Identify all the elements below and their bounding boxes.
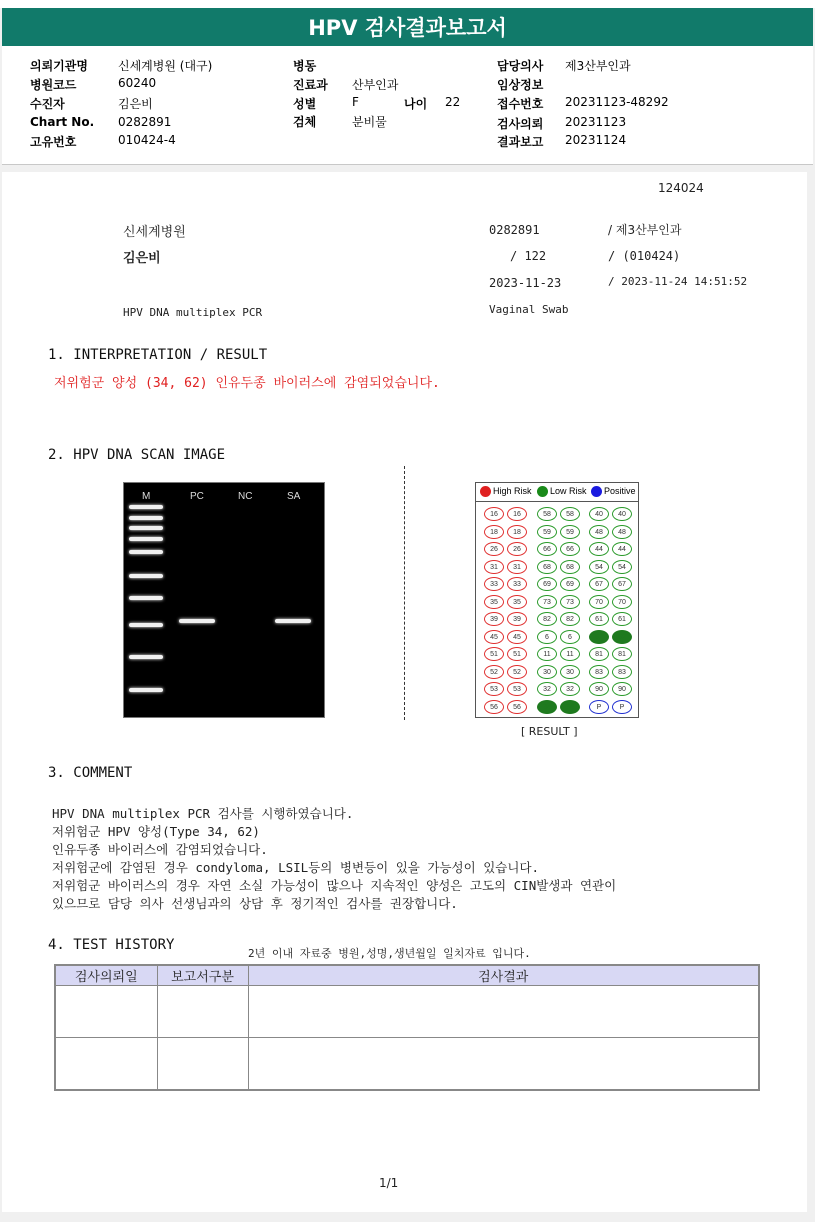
- hpv-type-cell: 45: [507, 630, 527, 644]
- legend-low-risk: Low Risk: [550, 486, 587, 496]
- section-history-heading: 4. TEST HISTORY: [48, 937, 175, 953]
- hpv-type-cell: 82: [560, 612, 580, 626]
- section-comment-heading: 3. COMMENT: [48, 765, 133, 781]
- hpv-type-positive-cell: 34: [537, 700, 557, 714]
- clinical-info-label: 임상정보: [497, 78, 544, 92]
- hpv-type-cell: 44: [612, 542, 632, 556]
- hpv-type-cell: 40: [612, 507, 632, 521]
- hpv-type-cell: 52: [484, 665, 504, 679]
- hpv-type-cell: 53: [484, 682, 504, 696]
- marker-band: [129, 526, 163, 530]
- pc-band: [179, 619, 215, 623]
- hpv-type-cell: 48: [589, 525, 609, 539]
- hpv-type-cell: 45: [484, 630, 504, 644]
- low-risk-dot-icon: [537, 486, 548, 497]
- examinee-value: 김은비: [118, 97, 153, 111]
- hpv-type-cell: 6: [537, 630, 557, 644]
- hpv-type-cell: 66: [560, 542, 580, 556]
- hpv-type-cell: 68: [537, 560, 557, 574]
- ward-label: 병동: [293, 59, 317, 73]
- hpv-type-cell: 51: [507, 647, 527, 661]
- hpv-type-cell: 26: [484, 542, 504, 556]
- hpv-type-cell: 54: [589, 560, 609, 574]
- hpv-type-cell: 31: [507, 560, 527, 574]
- comment-line: 있으므로 담당 의사 선생님과의 상담 후 정기적인 검사를 권장합니다.: [52, 896, 458, 911]
- hpv-type-cell: 73: [537, 595, 557, 609]
- hpv-type-cell: 53: [507, 682, 527, 696]
- report-header: [2, 46, 813, 165]
- column-header: 검사결과: [248, 965, 759, 986]
- marker-band: [129, 688, 163, 692]
- age-label: 나이: [404, 97, 428, 111]
- hpv-type-cell: 58: [560, 507, 580, 521]
- hpv-type-cell: P: [589, 700, 609, 714]
- hpv-type-panel: [475, 482, 639, 718]
- hpv-type-cell: 67: [612, 577, 632, 591]
- receipt-no-value: 20231123-48292: [565, 95, 669, 109]
- risk-legend: [476, 483, 638, 502]
- column-header: 검사의뢰일: [55, 965, 157, 986]
- hpv-type-cell: P: [612, 700, 632, 714]
- marker-band: [129, 516, 163, 520]
- hpv-type-cell: 66: [537, 542, 557, 556]
- table-cell: [55, 986, 157, 1038]
- hpv-type-cell: 83: [589, 665, 609, 679]
- hpv-type-positive-cell: 62: [612, 630, 632, 644]
- hpv-type-cell: 16: [484, 507, 504, 521]
- hpv-type-cell: 32: [560, 682, 580, 696]
- department-label: 진료과: [293, 78, 328, 92]
- table-cell: [55, 1038, 157, 1091]
- institution-label: 의뢰기관명: [30, 59, 88, 73]
- hpv-type-cell: 52: [507, 665, 527, 679]
- hpv-type-cell: 44: [589, 542, 609, 556]
- divider-line: [404, 466, 405, 720]
- history-note: 2년 이내 자료중 병원,성명,생년월일 일치자료 입니다.: [248, 947, 531, 960]
- hpv-type-cell: 40: [589, 507, 609, 521]
- marker-band: [129, 505, 163, 509]
- gel-lane-label: PC: [190, 491, 204, 502]
- gel-lane-label: NC: [238, 491, 253, 502]
- test-name: HPV DNA multiplex PCR: [123, 306, 263, 319]
- marker-band: [129, 537, 163, 541]
- hpv-type-positive-cell: 34: [560, 700, 580, 714]
- request-date: 2023-11-23: [489, 276, 562, 290]
- comment-block: [52, 805, 616, 913]
- marker-band: [129, 574, 163, 578]
- hpv-type-cell: 90: [589, 682, 609, 696]
- page-number: 1/1: [379, 1176, 399, 1190]
- hpv-type-cell: 70: [612, 595, 632, 609]
- top-strip: [0, 0, 815, 8]
- gel-lane-label: SA: [287, 491, 301, 502]
- hpv-type-cell: 26: [507, 542, 527, 556]
- sex-label: 성별: [293, 97, 317, 111]
- hospital-name: 신세계병원: [123, 225, 186, 240]
- comment-line: 저위험군 바이러스의 경우 자연 소실 가능성이 많으나 지속적인 양성은 고도의 CIN발생과 연관이: [52, 878, 617, 893]
- unique-no-label: 고유번호: [30, 135, 77, 149]
- hpv-type-cell: 70: [589, 595, 609, 609]
- chart-no-label: Chart No.: [30, 115, 95, 129]
- hpv-type-cell: 18: [484, 525, 504, 539]
- table-cell: [157, 1038, 248, 1091]
- hpv-type-cell: 18: [507, 525, 527, 539]
- gel-electrophoresis-image: [123, 482, 325, 718]
- hpv-type-cell: 35: [484, 595, 504, 609]
- legend-positive: Positive: [604, 486, 636, 496]
- sample-band: [275, 619, 311, 623]
- table-cell: [248, 1038, 759, 1091]
- report-date-value: 20231124: [565, 133, 627, 147]
- hpv-type-cell: 59: [560, 525, 580, 539]
- institution-value: 신세계병원 (대구): [118, 59, 213, 73]
- hpv-type-cell: 68: [560, 560, 580, 574]
- test-history-table: [54, 964, 760, 1091]
- legend-high-risk: High Risk: [493, 486, 532, 496]
- report-date-label: 결과보고: [497, 135, 544, 149]
- hpv-type-cell: 61: [589, 612, 609, 626]
- receipt-no-label: 접수번호: [497, 97, 544, 111]
- report-sheet: [2, 172, 807, 1212]
- unique-no-value: 010424-4: [118, 133, 176, 147]
- hpv-type-cell: 11: [560, 647, 580, 661]
- marker-band: [129, 550, 163, 554]
- hpv-type-cell: 11: [537, 647, 557, 661]
- section-scan-heading: 2. HPV DNA SCAN IMAGE: [48, 447, 226, 463]
- hpv-type-cell: 69: [560, 577, 580, 591]
- hpv-type-cell: 39: [507, 612, 527, 626]
- specimen-label: 검체: [293, 115, 317, 129]
- hpv-type-cell: 56: [507, 700, 527, 714]
- hpv-type-cell: 69: [537, 577, 557, 591]
- department-value: 산부인과: [352, 78, 399, 92]
- hospital-code-value: 60240: [118, 76, 157, 90]
- interpretation-result: 저위험군 양성 (34, 62) 인유두종 바이러스에 감염되었습니다.: [54, 376, 440, 391]
- hpv-type-positive-cell: 62: [589, 630, 609, 644]
- patient-name: 김은비: [123, 251, 161, 266]
- hospital-code-label: 병원코드: [30, 78, 77, 92]
- hpv-type-cell: 6: [560, 630, 580, 644]
- hpv-type-cell: 48: [612, 525, 632, 539]
- hpv-type-cell: 67: [589, 577, 609, 591]
- request-date-value: 20231123: [565, 115, 627, 129]
- report-datetime: / 2023-11-24 14:51:52: [608, 275, 748, 288]
- hpv-type-cell: 90: [612, 682, 632, 696]
- department: / 제3산부인과: [608, 223, 682, 237]
- hpv-type-cell: 16: [507, 507, 527, 521]
- hpv-type-cell: 30: [537, 665, 557, 679]
- high-risk-dot-icon: [480, 486, 491, 497]
- examinee-label: 수진자: [30, 97, 65, 111]
- comment-line: 저위험군에 감염된 경우 condyloma, LSIL등의 병변등이 있을 가능성이 있습니다.: [52, 860, 540, 875]
- hpv-type-cell: 56: [484, 700, 504, 714]
- table-cell: [248, 986, 759, 1038]
- report-id: 124024: [658, 181, 704, 195]
- comment-line: 인유두종 바이러스에 감염되었습니다.: [52, 842, 268, 857]
- section-interpretation-heading: 1. INTERPRETATION / RESULT: [48, 347, 268, 363]
- specimen-type: Vaginal Swab: [489, 303, 569, 316]
- hpv-type-cell: 58: [537, 507, 557, 521]
- age-info: / 122: [510, 249, 547, 263]
- specimen-value: 분비물: [352, 115, 387, 129]
- hpv-type-cell: 32: [537, 682, 557, 696]
- marker-band: [129, 655, 163, 659]
- chart-no-value: 0282891: [118, 115, 172, 129]
- table-row: [55, 986, 759, 1038]
- chart-number: 0282891: [489, 223, 540, 237]
- sex-value: F: [352, 95, 359, 109]
- unique-number: / (010424): [608, 249, 681, 263]
- hpv-type-cell: 83: [612, 665, 632, 679]
- hpv-type-cell: 39: [484, 612, 504, 626]
- doctor-value: 제3산부인과: [565, 59, 631, 73]
- marker-band: [129, 596, 163, 600]
- positive-dot-icon: [591, 486, 602, 497]
- table-header-row: [55, 965, 759, 986]
- gel-lane-label: M: [142, 491, 151, 502]
- request-date-label: 검사의뢰: [497, 117, 544, 131]
- result-caption: [ RESULT ]: [521, 725, 578, 738]
- marker-band: [129, 623, 163, 627]
- hpv-type-cell: 59: [537, 525, 557, 539]
- hpv-type-cell: 54: [612, 560, 632, 574]
- hpv-type-cell: 31: [484, 560, 504, 574]
- column-header: 보고서구분: [157, 965, 248, 986]
- hpv-type-cell: 30: [560, 665, 580, 679]
- table-row: [55, 1038, 759, 1091]
- hpv-type-cell: 33: [484, 577, 504, 591]
- hpv-type-cell: 35: [507, 595, 527, 609]
- hpv-type-cell: 33: [507, 577, 527, 591]
- hpv-type-cell: 81: [612, 647, 632, 661]
- hpv-type-cell: 73: [560, 595, 580, 609]
- comment-line: 저위험군 HPV 양성(Type 34, 62): [52, 824, 260, 839]
- hpv-type-cell: 82: [537, 612, 557, 626]
- hpv-type-cell: 61: [612, 612, 632, 626]
- report-title: HPV 검사결과보고서: [2, 8, 813, 46]
- comment-line: HPV DNA multiplex PCR 검사를 시행하였습니다.: [52, 806, 354, 821]
- hpv-type-cell: 51: [484, 647, 504, 661]
- table-cell: [157, 986, 248, 1038]
- doctor-label: 담당의사: [497, 59, 544, 73]
- age-value: 22: [445, 95, 461, 109]
- hpv-type-cell: 81: [589, 647, 609, 661]
